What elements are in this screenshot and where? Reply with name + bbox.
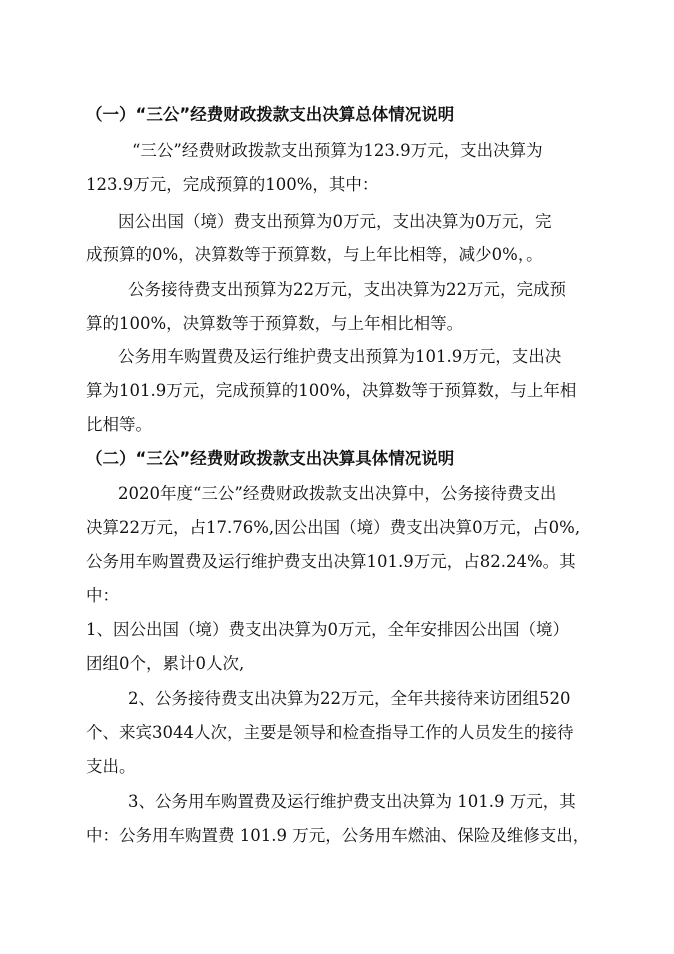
section2-item1-line2: 团组0个，累计0人次, (86, 654, 245, 673)
section2-item3-line1: 3、公务用车购置费及运行维护费支出决算为 101.9 万元，其 (128, 792, 576, 811)
section2-item1-line1: 1、因公出国（境）费支出决算为0万元，全年安排因公出国（境） (86, 620, 569, 639)
section1-p4-line1: 公务用车购置费及运行维护费支出预算为101.9万元，支出决 (118, 347, 562, 366)
section2-item2-line3: 支出。 (86, 757, 136, 776)
section2-p1-line4: 中： (86, 586, 119, 605)
section2-p1-line3: 公务用车购置费及运行维护费支出决算101.9万元，占82.24%。其 (86, 552, 576, 571)
section1-p2-line2: 成预算的0%，决算数等于预算数，与上年比相等，减少0%，。 (86, 245, 543, 264)
section1-p4-line3: 比相等。 (86, 415, 152, 434)
section1-heading: （一）“三公”经费财政拨款支出决算总体情况说明 (86, 105, 455, 124)
section1-p3-line1: 公务接待费支出预算为22万元，支出决算为22万元，完成预 (128, 280, 566, 299)
section2-p1-line2: 决算22万元，占17.76%,因公出国（境）费支出决算0万元，占0%, (86, 518, 581, 537)
section1-p1-line1: “三公”经费财政拨款支出预算为123.9万元，支出决算为 (132, 141, 543, 160)
section2-heading: （二）“三公”经费财政拨款支出决算具体情况说明 (86, 449, 455, 468)
section1-p3-line2: 算的100%，决算数等于预算数，与上年相比相等。 (86, 314, 464, 333)
section2-p1-line1: 2020年度“三公”经费财政拨款支出决算中，公务接待费支出 (118, 484, 557, 503)
section1-p4-line2: 算为101.9万元，完成预算的100%，决算数等于预算数，与上年相 (86, 381, 577, 400)
section1-p1-line2: 123.9万元，完成预算的100%，其中： (86, 175, 379, 194)
section2-item2-line2: 个、来宾3044人次，主要是领导和检查指导工作的人员发生的接待 (86, 723, 574, 742)
section1-p2-line1: 因公出国（境）费支出预算为0万元，支出决算为0万元，完 (118, 212, 552, 231)
section2-item2-line1: 2、公务接待费支出决算为22万元，全年共接待来访团组520 (128, 689, 571, 708)
section2-item3-line2: 中：公务用车购置费 101.9 万元，公务用车燃油、保险及维修支出， (86, 826, 590, 845)
